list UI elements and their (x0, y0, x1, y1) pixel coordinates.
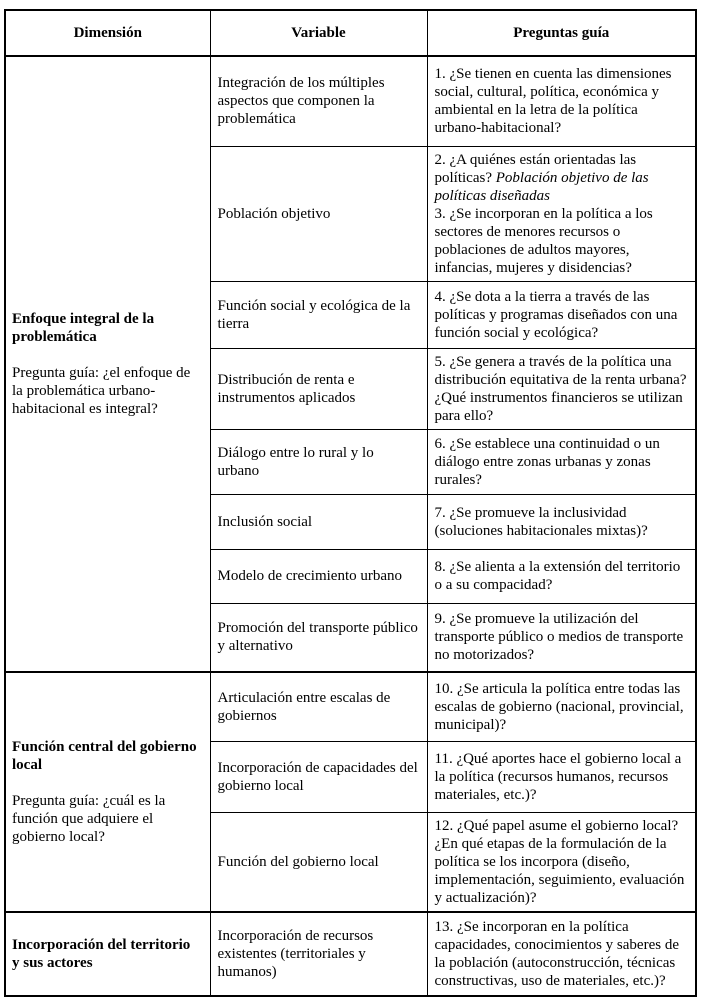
question-cell: 12. ¿Qué papel asume el gobierno local? ¿En qué etapas de la formulación de la política se los incorpora (diseño, implementación, seguimiento, evaluación y actualización)? (427, 812, 696, 912)
question-cell: 9. ¿Se promueve la utilización del transporte público o medios de transporte no motorizados? (427, 603, 696, 672)
question-cell: 10. ¿Se articula la política entre todas las escalas de gobierno (nacional, provincial, municipal)? (427, 672, 696, 741)
table-header (5, 10, 696, 56)
variable-cell: Incorporación de recursos existentes (territoriales y humanos) (210, 912, 427, 996)
col-header-questions: Preguntas guía (427, 10, 696, 56)
col-header-variable: Variable (210, 10, 427, 56)
variable-cell: Población objetivo (210, 146, 427, 281)
variable-cell: Función social y ecológica de la tierra (210, 281, 427, 348)
variable-cell: Promoción del transporte público y alternativo (210, 603, 427, 672)
dimension-cell-enfoque-integral (5, 56, 210, 672)
table-row (5, 672, 696, 741)
dimension-title: Enfoque integral de la problemática (12, 311, 155, 345)
dimension-title: Función central del gobierno local (12, 738, 197, 773)
dimension-cell-funcion-gobierno-local (5, 672, 210, 912)
variable-cell: Articulación entre escalas de gobiernos (210, 672, 427, 741)
variable-cell: Integración de los múltiples aspectos que componen la problemática (210, 56, 427, 146)
question-text: 3. ¿Se incorporan en la política a los sectores de menores recursos o poblaciones de adultos mayores, infancias, mujeres y disidencias? (434, 205, 653, 276)
question-cell: 7. ¿Se promueve la inclusividad (soluciones habitacionales mixtas)? (427, 494, 696, 549)
question-cell: 5. ¿Se genera a través de la política una distribución equitativa de la renta urbana? ¿Qué instrumentos financieros se utilizan para ello? (427, 348, 696, 429)
question-cell: 6. ¿Se establece una continuidad o un diálogo entre zonas urbanas y zonas rurales? (427, 429, 696, 494)
evaluation-dimensions-table (4, 9, 697, 997)
dimension-guide-question: Pregunta guía: ¿el enfoque de la problemática urbano-habitacional es integral? (12, 365, 191, 417)
header-row (5, 10, 696, 56)
variable-cell: Diálogo entre lo rural y lo urbano (210, 429, 427, 494)
dimension-cell-incorporacion-territorio (5, 912, 210, 996)
table-body (5, 56, 696, 996)
variable-cell: Incorporación de capacidades del gobierno local (210, 741, 427, 812)
question-cell (427, 146, 696, 281)
variable-cell: Inclusión social (210, 494, 427, 549)
dimension-title: Incorporación del territorio y sus actores (12, 936, 191, 971)
variable-cell: Distribución de renta e instrumentos aplicados (210, 348, 427, 429)
variable-cell: Modelo de crecimiento urbano (210, 549, 427, 603)
question-cell: 13. ¿Se incorporan en la política capacidades, conocimientos y saberes de la población (autoconstrucción, técnicas constructivas, uso de materiales, etc.)? (427, 912, 696, 996)
variable-cell: Función del gobierno local (210, 812, 427, 912)
question-cell: 8. ¿Se alienta a la extensión del territorio o a su compacidad? (427, 549, 696, 603)
table-row (5, 912, 696, 996)
col-header-dimension: Dimensión (5, 10, 210, 56)
question-italic-text: Población objetivo de las políticas diseñadas (434, 169, 649, 204)
table-row (5, 56, 696, 146)
question-cell: 1. ¿Se tienen en cuenta las dimensiones social, cultural, política, económica y ambiental en la letra de la política urbano-habitacional? (427, 56, 696, 146)
dimension-guide-question: Pregunta guía: ¿cuál es la función que adquiere el gobierno local? (12, 792, 166, 845)
question-cell: 11. ¿Qué aportes hace el gobierno local a la política (recursos humanos, recursos materiales, etc.)? (427, 741, 696, 812)
question-cell: 4. ¿Se dota a la tierra a través de las políticas y programas diseñados con una función social y ecológica? (427, 281, 696, 348)
question-text: 2. ¿A quiénes están orientadas las políticas? (434, 151, 637, 186)
